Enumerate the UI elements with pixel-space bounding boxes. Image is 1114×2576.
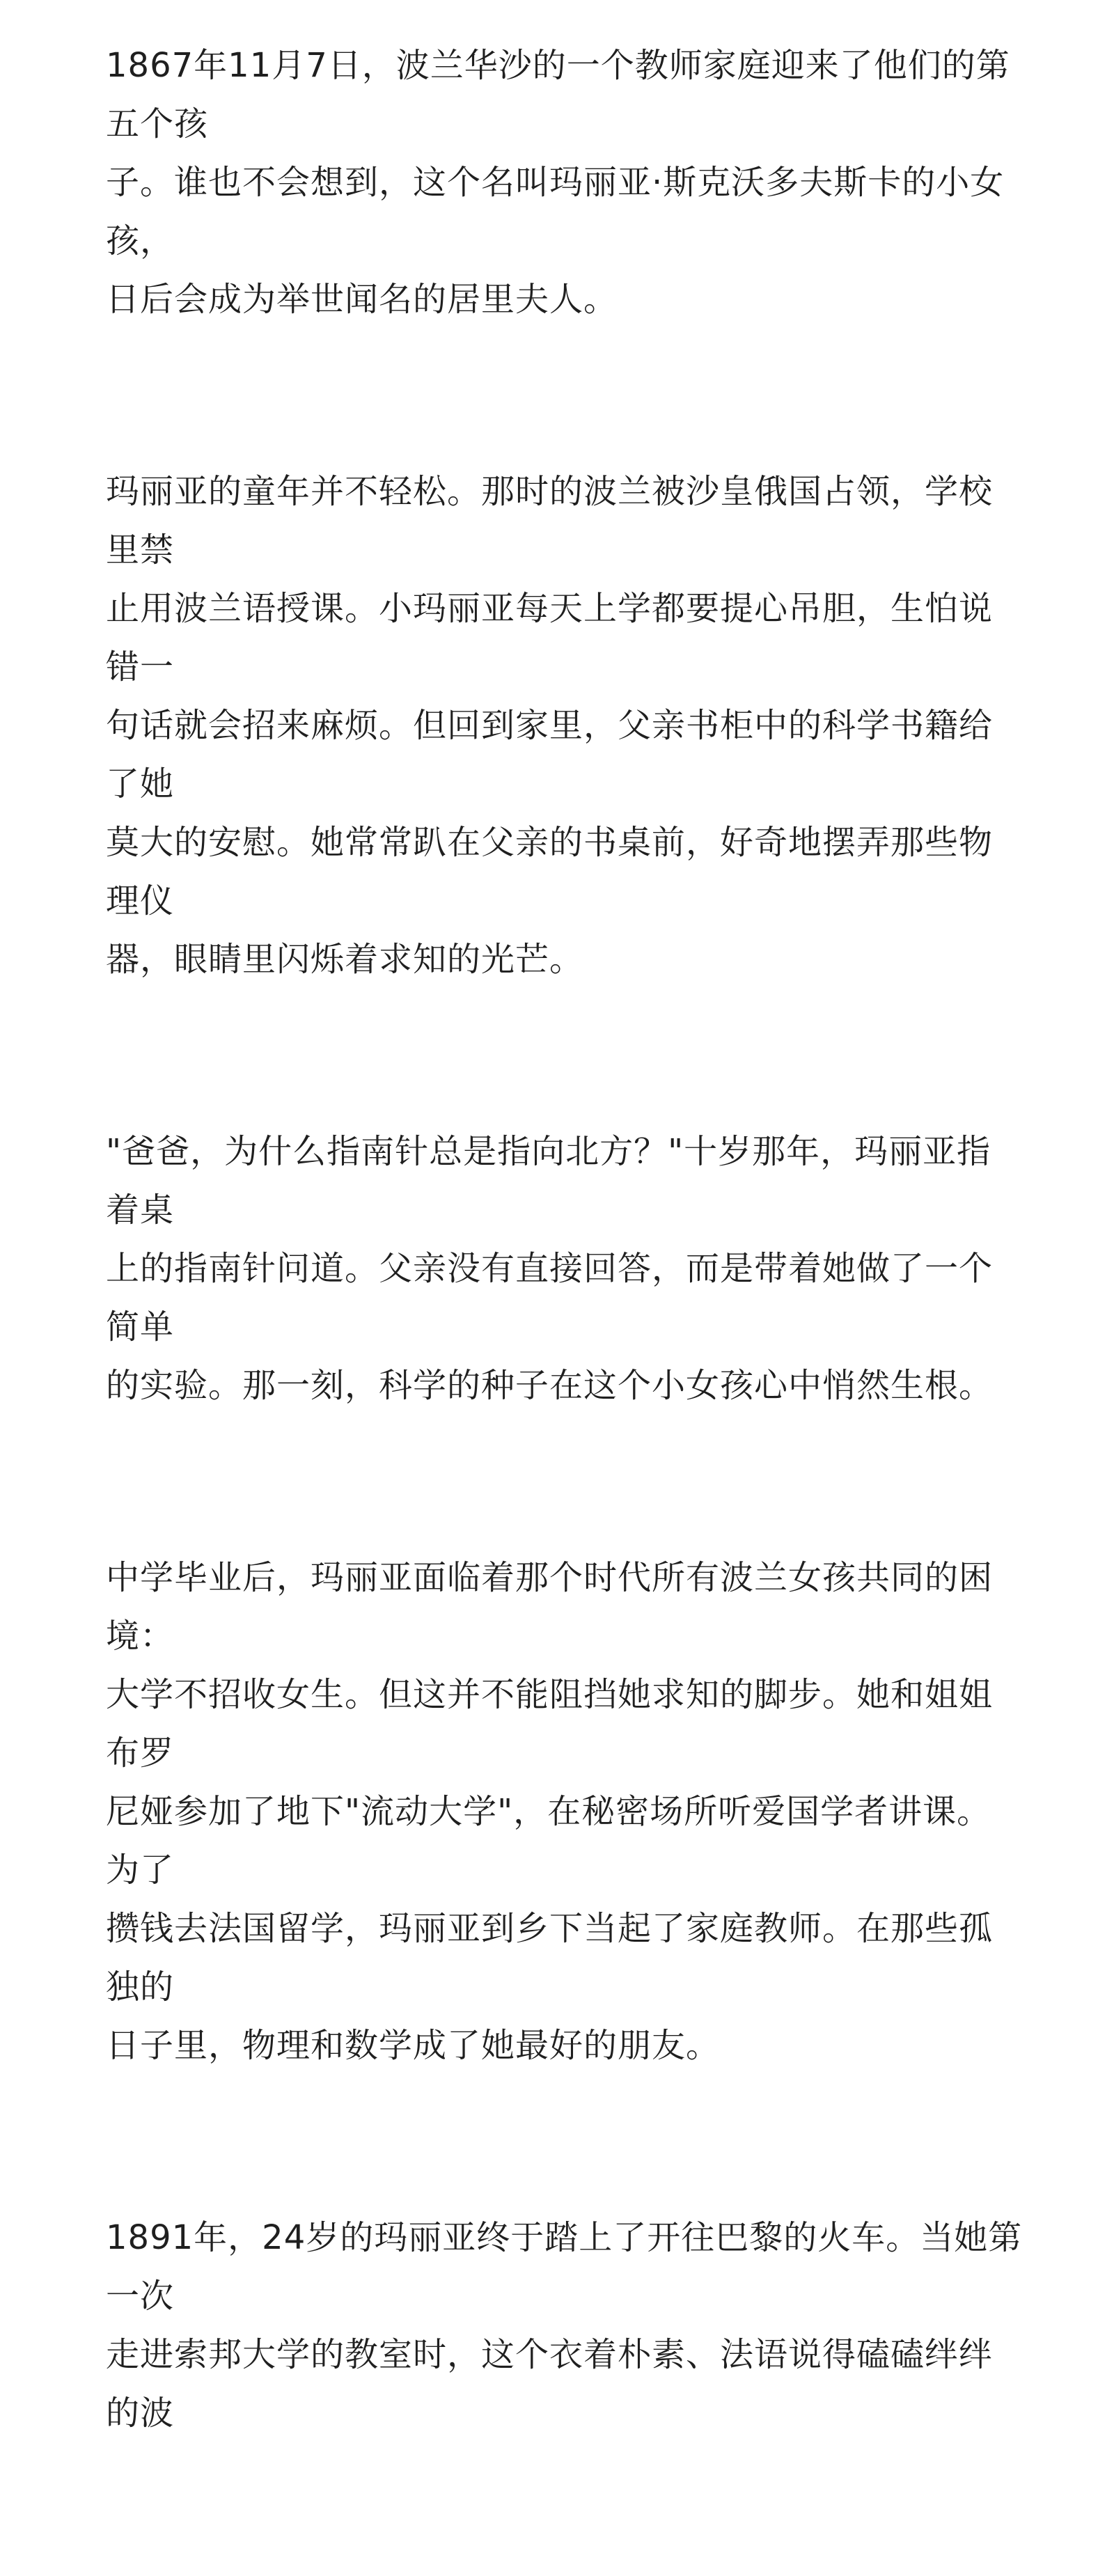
paragraph-education: 中学毕业后，玛丽亚面临着那个时代所有波兰女孩共同的困境： 大学不招收女生。但这并不能阻挡她求知的脚步。她和姐姐布罗 尼娅参加了地下"流动大学"，在秘密场所听爱国学者讲课。为了 攒钱去法国留学，玛丽亚到乡下当起了家庭教师。在那些孤独的 日子里，物理和数学成了她最好的朋友。 bbox=[106, 1558, 994, 2065]
paragraph-paris: 1891年，24岁的玛丽亚终于踏上了开往巴黎的火车。当她第一次 走进索邦大学的教室时，这个衣着朴素、法语说得磕磕绊绊的波 bbox=[106, 2218, 1023, 2433]
article-body bbox=[106, 36, 1025, 2576]
paragraph-birth: 1867年11月7日，波兰华沙的一个教师家庭迎来了他们的第五个孩 子。谁也不会想到，这个名叫玛丽亚·斯克沃多夫斯卡的小女孩， 日后会成为举世闻名的居里夫人。 bbox=[106, 46, 1010, 319]
paragraph-childhood: 玛丽亚的童年并不轻松。那时的波兰被沙皇俄国占领，学校里禁 止用波兰语授课。小玛丽亚每天上学都要提心吊胆，生怕说错一 句话就会招来麻烦。但回到家里，父亲书柜中的科学书籍给了她 莫大的安慰。她常常趴在父亲的书桌前，好奇地摆弄那些物理仪 器，眼睛里闪烁着求知的光芒。 bbox=[106, 472, 994, 979]
paragraph-compass: "爸爸，为什么指南针总是指向北方？"十岁那年，玛丽亚指着桌 上的指南针问道。父亲没有直接回答，而是带着她做了一个简单 的实验。那一刻，科学的种子在这个小女孩心中悄然生根。 bbox=[106, 1132, 994, 1405]
